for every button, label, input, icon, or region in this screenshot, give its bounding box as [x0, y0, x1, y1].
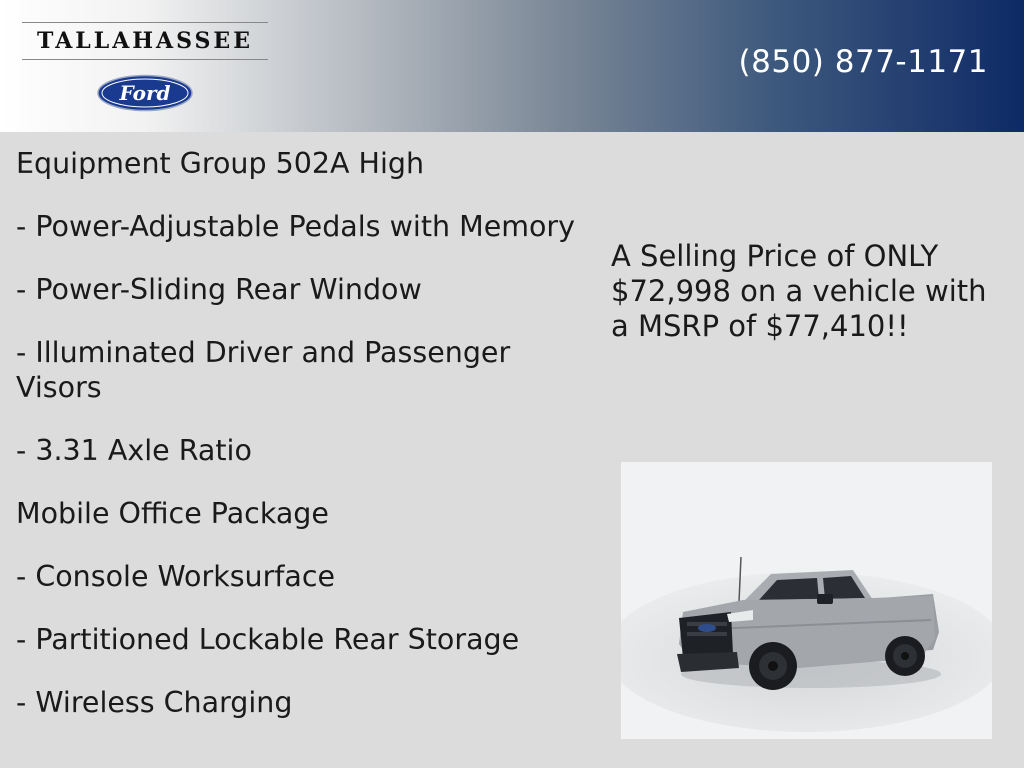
- header-banner: [0, 0, 1024, 132]
- ford-logo-icon: [96, 74, 194, 112]
- feature-item: - Wireless Charging: [16, 686, 293, 719]
- dealer-name: TALLAHASSEE: [22, 22, 268, 60]
- feature-item: - Power-Sliding Rear Window: [16, 273, 422, 306]
- feature-list: [16, 146, 576, 748]
- feature-item: - 3.31 Axle Ratio: [16, 434, 252, 467]
- feature-item: - Power-Adjustable Pedals with Memory: [16, 210, 576, 243]
- truck-image: [621, 462, 992, 739]
- phone-number[interactable]: (850) 877-1171: [738, 44, 988, 80]
- price-offer: A Selling Price of ONLY $72,998 on a vehicle with a MSRP of $77,410!!: [611, 239, 987, 343]
- feature-item: - Partitioned Lockable Rear Storage: [16, 623, 520, 656]
- pickup-truck-icon: [621, 462, 992, 739]
- feature-item: Equipment Group 502A High: [16, 147, 425, 180]
- dealer-logo[interactable]: [22, 20, 268, 116]
- feature-item: - Console Worksurface: [16, 560, 336, 593]
- ford-logo-text: Ford: [119, 81, 171, 105]
- feature-item: Mobile Office Package: [16, 497, 329, 530]
- feature-item: - Illuminated Driver and Passenger Visors: [16, 336, 511, 404]
